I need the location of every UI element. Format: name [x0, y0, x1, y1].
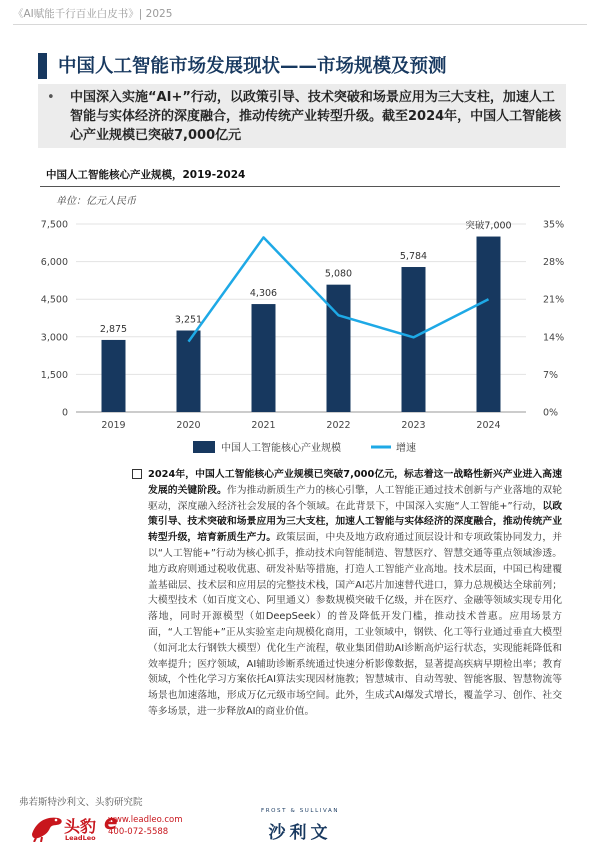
website-link[interactable]: www.leadleo.com	[108, 815, 183, 825]
checkbox-bullet-icon	[132, 469, 142, 479]
y-left-tick-label: 0	[61, 407, 68, 419]
title-accent-bar	[38, 53, 47, 79]
legend-label-line: 增速	[396, 443, 416, 454]
leadleo-e: e	[104, 810, 118, 834]
bar	[252, 304, 276, 412]
y-right-tick-label: 7%	[543, 369, 559, 381]
x-tick-label: 2020	[176, 420, 201, 431]
bar-data-label: 4,306	[249, 288, 278, 300]
body-text-a: 作为推动新质生产力的核心引擎，人工智能正通过技术创新与产业落地的双轮驱动，深度融入经济社会发展的各个领域。在此背景下，中国深入实施“人工智能+”行动，	[148, 484, 563, 512]
x-tick-label: 2022	[326, 420, 351, 431]
chart-unit: 单位：亿元人民币	[56, 196, 136, 207]
page-title: 中国人工智能市场发展现状——市场规模及预测	[58, 56, 447, 77]
fs-chinese-name: 沙利文	[268, 823, 332, 843]
header-divider	[13, 24, 587, 25]
x-tick-label: 2019	[101, 420, 126, 431]
y-left-tick-label: 7,500	[40, 219, 68, 231]
source-text: 弗若斯特沙利文、头豹研究院	[19, 797, 143, 808]
bar	[402, 267, 426, 412]
bar	[177, 331, 201, 412]
market-size-chart	[0, 205, 600, 460]
lead-box	[38, 84, 566, 148]
contact-info	[108, 814, 182, 838]
legend-label-bar: 中国人工智能核心产业规模	[221, 443, 341, 454]
body-bold-2: 以政策引导、技术突破和场景应用为三大支柱，加速人工智能与实体经济的深度融合，推动传统产业转型升级，培育新质生产力。	[148, 500, 563, 544]
x-tick-label: 2024	[476, 420, 501, 431]
lead-bullet: •	[47, 90, 55, 105]
bar	[327, 285, 351, 412]
x-tick-label: 2021	[251, 420, 276, 431]
bar	[102, 340, 126, 412]
bar-data-label: 3,251	[174, 314, 203, 326]
y-right-tick-label: 21%	[543, 294, 565, 306]
bar-data-label: 2,875	[99, 323, 128, 335]
y-right-tick-label: 14%	[543, 332, 565, 344]
y-left-tick-label: 1,500	[40, 369, 68, 381]
lead-text: 中国深入实施“AI+”行动，以政策引导、技术突破和场景应用为三大支柱，加速人工智能与实体经济的深度融合，推动传统产业转型升级。截至2024年，中国人工智能核心产业规模已突破7,000亿元	[70, 90, 562, 143]
leadleo-sub: LeadLeo	[65, 834, 96, 842]
legend-swatch-bar	[193, 441, 215, 453]
frost-sullivan-logo	[244, 808, 356, 843]
phone-number: 400-072-5588	[108, 827, 169, 837]
leadleo-name: 头豹	[64, 817, 97, 836]
y-right-tick-label: 0%	[543, 407, 559, 419]
x-tick-label: 2023	[401, 420, 426, 431]
bar-data-label: 5,080	[324, 268, 353, 280]
y-right-tick-label: 35%	[543, 219, 565, 231]
y-left-tick-label: 4,500	[40, 294, 68, 306]
fs-english-name: FROST & SULLIVAN	[260, 808, 340, 814]
body-text	[148, 467, 562, 720]
leopard-icon	[30, 812, 64, 842]
y-right-tick-label: 28%	[543, 257, 565, 269]
header-text: 《AI赋能千行百业白皮书》| 2025	[13, 8, 173, 20]
body-bold-1: 2024年，中国人工智能核心产业规模已突破7,000亿元，标志着这一战略性新兴产业进入高速发展的关键阶段。	[148, 469, 562, 496]
bar-data-label: 突破7,000	[465, 220, 512, 232]
y-left-tick-label: 6,000	[40, 257, 68, 269]
chart-title-divider	[40, 186, 560, 187]
chart-title: 中国人工智能核心产业规模，2019-2024	[46, 169, 246, 181]
bar-data-label: 5,784	[399, 251, 428, 263]
y-left-tick-label: 3,000	[40, 332, 68, 344]
bar	[477, 237, 501, 412]
body-text-b: 政策层面，中央及地方政府通过顶层设计和专项政策协同发力，并以“人工智能+”行动为核心抓手，推动技术向智能制造、智慧医疗、智慧交通等重点领域渗透。地方政府则通过税收优惠、研发补贴等措施，打造人工智能产业高地。技术层面，中国已构建覆盖基础层、技术层和应用层的完整技术栈，国产AI芯片加速替代进口，算力总规模达全球前列；大模型技术（如百度文心、阿里通义）参数规模突破千亿级，并在医疗、金融等领域实现专用化落地，同时开源模型（如DeepSeek）的普及降低开发门槛，推动技术普惠。应用场景方面，“人工智能+”正从实验室走向规模化商用，工业领域中，钢铁、化工等行业通过垂直大模型（如河北太行钢铁大模型）优化生产流程，敬业集团借助AI诊断高炉运行状态，实现能耗降低和效率提升；医疗领域，AI辅助诊断系统通过快速分析影像数据，显著提高疾病早期检出率；教育领域，个性化学习方案依托AI算法实现因材施教；智慧城市、自动驾驶、智能客服、智慧物流等场景也加速落地，形成万亿元级市场空间。此外，生成式AI爆发式增长，覆盖学习、创作、社交等多场景，进一步释放AI的商业价值。	[148, 532, 563, 717]
